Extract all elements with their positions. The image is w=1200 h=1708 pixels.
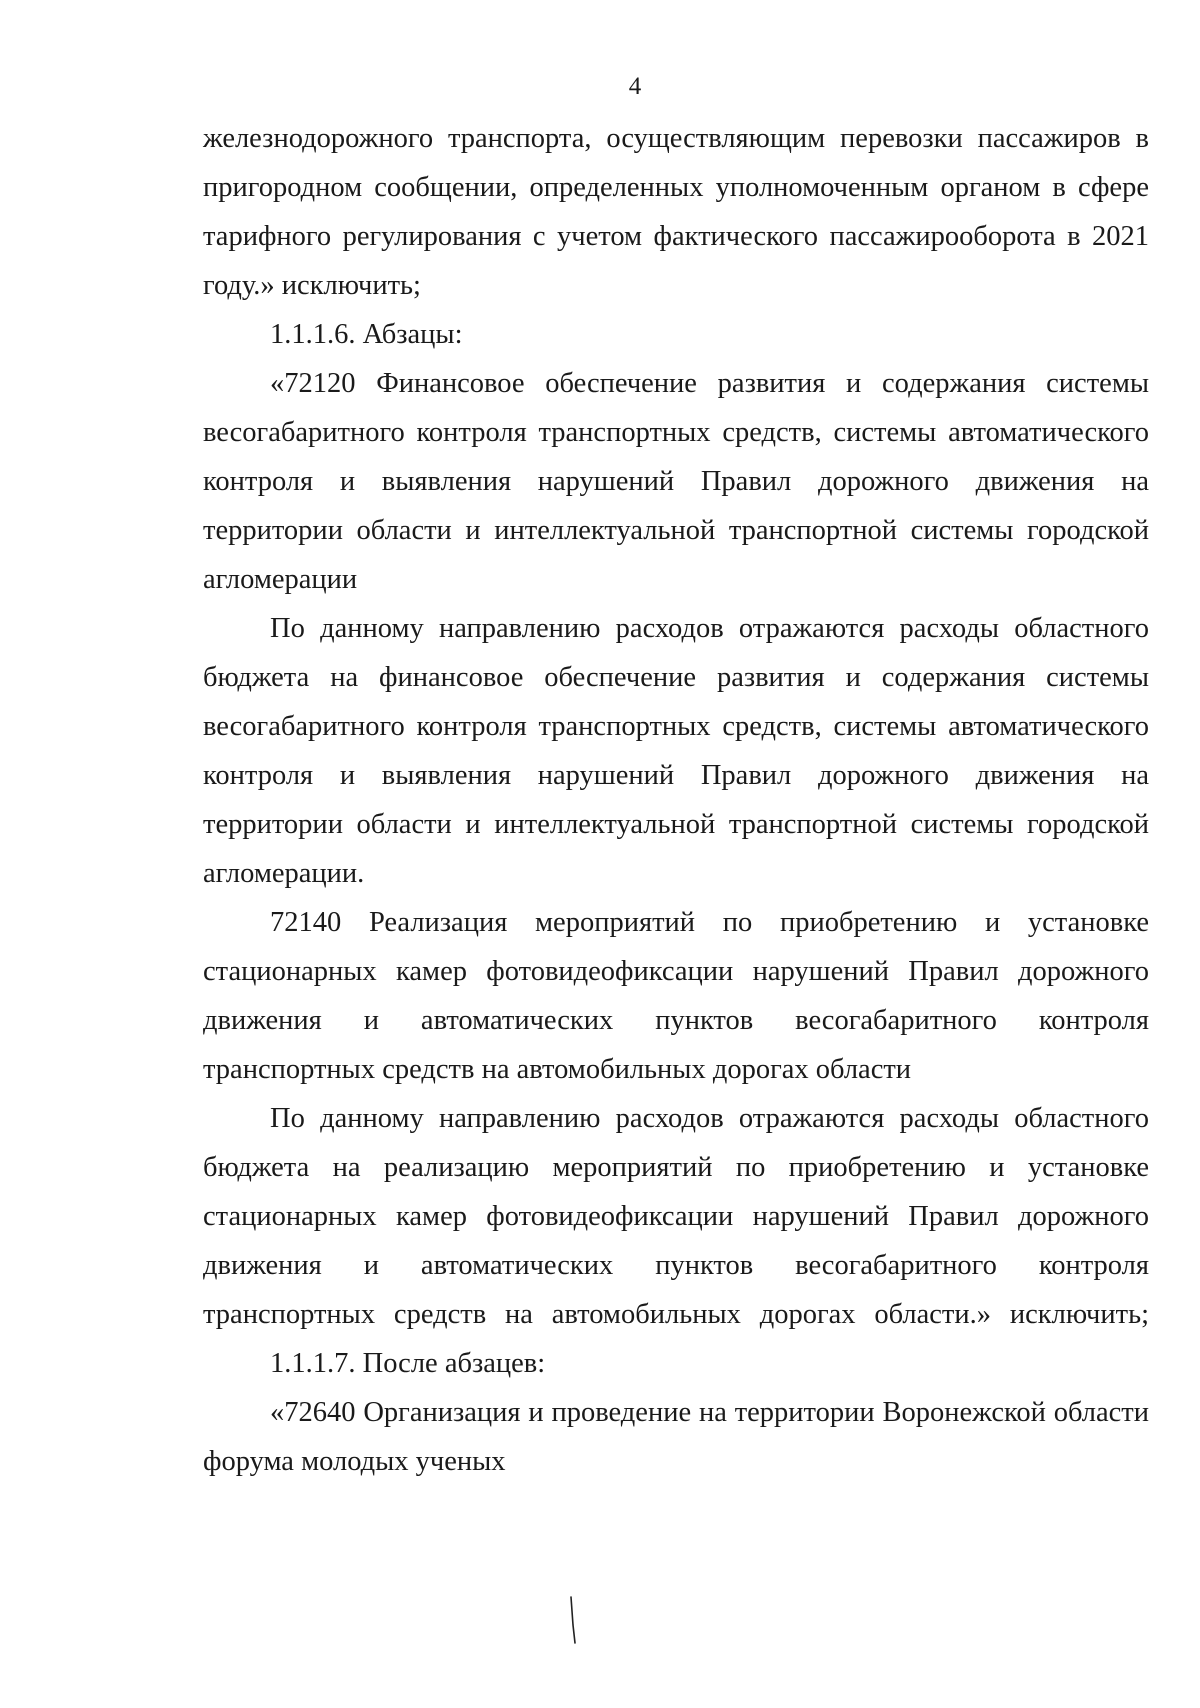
section-heading: 1.1.1.6. Абзацы: <box>270 319 463 350</box>
text-line: году.» исключить; <box>203 270 421 301</box>
section-heading: 1.1.1.7. После абзацев: <box>270 1348 546 1379</box>
text-line: движения и автоматических пунктов весогабаритного контроля <box>203 1250 1149 1281</box>
page-number: 4 <box>628 73 642 100</box>
text-line: «72640 Организация и проведение на территории Воронежской области <box>270 1397 1149 1428</box>
text-line: По данному направлению расходов отражаются расходы областного <box>270 1103 1149 1134</box>
text-line: агломерации <box>203 564 358 595</box>
text-line: весогабаритного контроля транспортных средств, системы автоматического <box>203 417 1149 448</box>
text-line: контроля и выявления нарушений Правил дорожного движения на <box>203 466 1149 497</box>
text-line: пригородном сообщении, определенных уполномоченным органом в сфере <box>203 172 1149 203</box>
text-line: По данному направлению расходов отражаются расходы областного <box>270 613 1149 644</box>
text-line: стационарных камер фотовидеофиксации нарушений Правил дорожного <box>203 1201 1149 1232</box>
text-line: контроля и выявления нарушений Правил дорожного движения на <box>203 760 1149 791</box>
text-line: агломерации. <box>203 858 365 889</box>
text-line: территории области и интеллектуальной транспортной системы городской <box>203 809 1149 840</box>
text-line: стационарных камер фотовидеофиксации нарушений Правил дорожного <box>203 956 1149 987</box>
text-line: бюджета на реализацию мероприятий по приобретению и установке <box>203 1152 1149 1183</box>
text-line: весогабаритного контроля транспортных средств, системы автоматического <box>203 711 1149 742</box>
text-line: территории области и интеллектуальной транспортной системы городской <box>203 515 1149 546</box>
text-line: форума молодых ученых <box>203 1446 506 1477</box>
text-line: транспортных средств на автомобильных дорогах области.» исключить; <box>203 1299 1149 1330</box>
text-line: 72140 Реализация мероприятий по приобретению и установке <box>270 907 1149 938</box>
text-line: «72120 Финансовое обеспечение развития и содержания системы <box>270 368 1149 399</box>
text-line: движения и автоматических пунктов весогабаритного контроля <box>203 1005 1149 1036</box>
text-line: бюджета на финансовое обеспечение развития и содержания системы <box>203 662 1149 693</box>
pen-stroke-mark <box>570 1595 576 1645</box>
text-line: железнодорожного транспорта, осуществляющим перевозки пассажиров в <box>203 123 1149 154</box>
text-line: тарифного регулирования с учетом фактического пассажирооборота в 2021 <box>203 221 1149 252</box>
text-line: транспортных средств на автомобильных дорогах области <box>203 1054 912 1085</box>
